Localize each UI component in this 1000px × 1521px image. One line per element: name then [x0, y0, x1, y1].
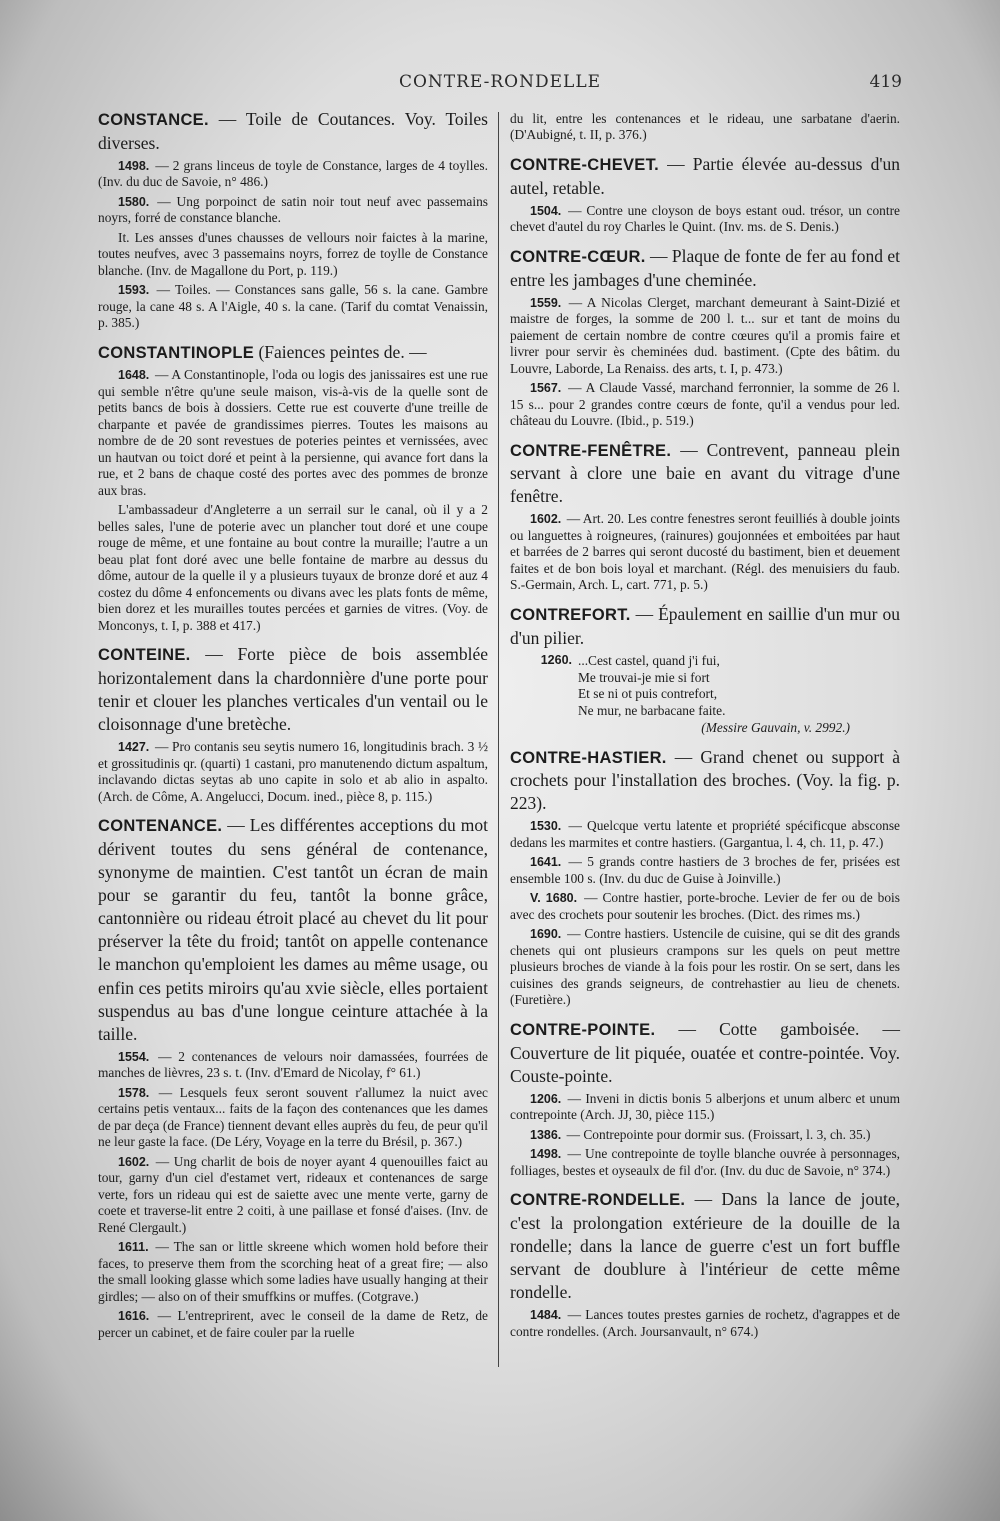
right-column	[510, 108, 900, 1349]
entry-heading	[98, 341, 488, 365]
citation-text: L'ambassadeur d'Angleterre a un serrail sur le canal, où il y a 2 belles sales, l'une de poterie avec un plancher tout doré et une coupe rouge de même, et une fontaine au bout contre la muraille; l'autre a un beau plat font doré avec une belle fontaine de marbre au dessus du dôme, autour de la quelle il y a plusieurs tuyaux de bronze doré et auz 4 costez du dôme 4 enfoncements ou divans avec les plats fonts de même, bien dorez et les murailles toutes percées et garnies de vitres. (Voy. de Monconys, t. I, p. 388 et 417.)	[98, 502, 488, 633]
citation-text: — Ung charlit de bois de noyer ayant 4 quenouilles faict au tour, garny d'un ciel d'estamet vert, rideaux et contenances de sarge verte, fors un rideau qui est de saiette avec une mente verte, garny de coete et traverse-lit entre 2 coiti, à une paillase et fonsé d'aises. (Inv. de René Clergault.)	[98, 1153, 488, 1235]
citation-text: — A Claude Vassé, marchand ferronnier, la somme de 26 l. 15 s... pour 2 grandes contre cœurs de fonte, qu'il a vendus pour led. château du Louvre. (Ibid., p. 519.)	[510, 380, 900, 429]
citation	[510, 295, 900, 377]
citation-year: 1616.	[118, 1309, 150, 1324]
citation-text: — Toiles. — Constances sans galle, 56 s. la cane. Gambre rouge, la cane 48 s. A l'Aigle, 40 s. la cane. (Tarif du comtat Venaissin, p. 385.)	[98, 282, 488, 331]
citation-year: 1498.	[118, 158, 150, 173]
headword: CONTEINE.	[98, 646, 191, 665]
citation-year: 1498.	[530, 1147, 562, 1162]
citation-year: 1648.	[118, 368, 150, 383]
dictionary-entry	[98, 814, 488, 1341]
citation	[510, 854, 900, 887]
citation-text: — Contrepointe pour dormir sus. (Froissart, l. 3, ch. 35.)	[563, 1126, 871, 1142]
citation-year: 1260.	[540, 652, 572, 667]
citation	[510, 203, 900, 236]
entry-heading	[510, 1188, 900, 1304]
running-header: CONTRE-RONDELLE	[398, 72, 602, 92]
citation	[510, 890, 900, 923]
citation-year: 1567.	[530, 381, 562, 396]
citation	[510, 511, 900, 593]
dictionary-entry	[98, 108, 488, 332]
citation	[98, 282, 488, 331]
citation	[510, 818, 900, 851]
headword: CONTENANCE.	[98, 817, 223, 836]
citation	[98, 1308, 488, 1341]
entry-heading	[98, 643, 488, 736]
headword: CONTRE-CŒUR.	[510, 247, 646, 266]
citation	[98, 739, 488, 805]
entry-heading	[98, 108, 488, 155]
definition: — Toile de Coutances. Voy. Toiles diverses.	[98, 109, 488, 153]
citation-text: — Contre hastier, porte-broche. Levier de fer ou de bois avec des crochets pour soutenir les broches. (Dict. des rimes ms.)	[510, 890, 900, 922]
citation-year: 1611.	[118, 1240, 149, 1255]
citation	[98, 158, 488, 191]
citation	[98, 1154, 488, 1236]
dictionary-entry	[510, 111, 900, 144]
verse-lines	[578, 653, 900, 737]
citation-text: du lit, entre les contenances et le rideau, une sarbatane d'aerin. (D'Aubigné, t. II, p. 376.)	[510, 111, 900, 143]
headword: CONTRE-CHEVET.	[510, 155, 660, 174]
headword: CONSTANTINOPLE	[98, 343, 255, 362]
citation-text: — A Constantinople, l'oda ou logis des janissaires est une rue qui semble n'être qu'une seule maison, vis-à-vis de la quelle sont de petits bancs de bois à dossiers. Cette rue est couverte d'une treille de charpante et pavée de grandissimes pierres. Toutes les maisons au nombre de de 20 sont revestues de poteries peintes et vernissées, avec un hautvan ou toict doré et peint à la persienne, qui avance fort dans la rue, et 2 bans de chaque costé des portes avec des pommes de bronze aux bras.	[98, 367, 488, 498]
citation-text: — 2 contenances de velours noir damassées, fourrées de manches de lièvres, 23 s. t. (Inv. d'Emard de Nicolay, f° 61.)	[98, 1048, 488, 1081]
citation-text: — Contre une cloyson de boys estant oud. trésor, un contre chevet d'autel du roy Charles le Quint. (Inv. ms. de S. Denis.)	[510, 202, 900, 235]
verse-line: Me trouvai-je mie si fort	[578, 669, 710, 685]
citation-text: — Une contrepointe de toylle blanche ouvrée à personnages, folliages, bestes et oyseaulx de fil d'or. (Inv. du duc de Savoie, n° 374.)	[510, 1146, 900, 1178]
column-divider	[498, 112, 499, 1367]
dictionary-entry	[510, 1188, 900, 1340]
headword: CONTRE-RONDELLE.	[510, 1191, 686, 1210]
citation	[98, 1085, 488, 1151]
citation-text: — The san or little skreene which women hold before their faces, to preserve them from the scorching heat of a great fire; — also the small looking glasse which some ladies have usually hanging at their girdles; — also on of their smuffkins or muffes. (Cotgrave.)	[98, 1239, 488, 1304]
definition: — Plaque de fonte de fer au fond et entre les jambages d'une cheminée.	[510, 245, 900, 290]
citation-text: — L'entreprirent, avec le conseil de la dame de Retz, de percer un cabinet, et de faire couler par la ruelle	[98, 1308, 488, 1340]
citation-year: 1530.	[530, 819, 562, 834]
citation-text: — Quelcque vertu latente et propriété spécificque absconse dedans les marmites et contre hastiers. (Gargantua, l. 4, ch. 11, p. 47.)	[510, 818, 900, 850]
citation	[98, 194, 488, 227]
citation-text: — Ung porpoinct de satin noir tout neuf avec passemains noyrs, forré de constance blanche.	[98, 193, 488, 226]
citation-text: — Pro contanis seu seytis numero 16, longitudinis brach. 3 ½ et grossitudinis qr. (quarti) 1 castani, pro manutenendo dictum aspaltum, inclavando dictas seytas ab uno capite in solo et ab alio in aspalto. (Arch. de Côme, A. Angelucci, Docum. ined., pièce 8, p. 115.)	[98, 739, 488, 804]
citation-year: 1206.	[530, 1091, 562, 1106]
verse-line: ...Cest castel, quand j'i fui,	[578, 652, 720, 668]
citation-text: — Inveni in dictis bonis 5 alberjons et unum alberc et unum contrepointe (Arch. JJ, 30, pièce 115.)	[510, 1090, 900, 1123]
entry-heading	[98, 814, 488, 1046]
headword: CONTRE-FENÊTRE.	[510, 441, 672, 460]
citation-text: — 5 grands contre hastiers de 3 broches de fer, prisées est ensemble 100 s. (Inv. du duc de Guise à Joinville.)	[510, 854, 900, 886]
entry-heading	[510, 439, 900, 509]
citation-text: — Lesquels feux seront souvent r'allumez la nuict avec certains petis ventaux... faits de la façon des contenances que les dames de par deça (de France) tiennent devant elles auprès du feu, de peur qu'il ne leur gaste la face. (De Léry, Voyage en la terre du Brésil, p. 367.)	[98, 1084, 488, 1150]
citation-year: 1427.	[118, 740, 150, 755]
headword: CONTRE-HASTIER.	[510, 748, 667, 767]
page-number: 419	[869, 72, 902, 92]
citation-text: — 2 grans linceus de toyle de Constance, larges de 4 toylles. (Inv. du duc de Savoie, n° 486.)	[98, 157, 488, 190]
citation-year: 1580.	[118, 194, 150, 209]
entry-heading	[510, 245, 900, 292]
citation-year: 1504.	[530, 203, 562, 218]
citation-year: 1386.	[530, 1127, 562, 1142]
definition: (Faiences peintes de. —	[254, 341, 427, 362]
citation	[510, 1127, 900, 1143]
left-column	[98, 108, 488, 1350]
dictionary-entry	[510, 603, 900, 737]
headword: CONSTANCE.	[98, 111, 209, 129]
dictionary-entry	[98, 643, 488, 805]
citation	[510, 926, 900, 1008]
citation-year: 1593.	[118, 283, 150, 298]
citation	[510, 380, 900, 429]
verse-citation	[510, 653, 900, 737]
headword: CONTREFORT.	[510, 605, 631, 624]
citation	[510, 1307, 900, 1340]
citation-year: V. 1680.	[530, 891, 578, 906]
citation-year: 1554.	[118, 1049, 150, 1064]
verse-line: Ne mur, ne barbacane faite.	[578, 703, 726, 719]
dictionary-entry	[510, 245, 900, 430]
entry-heading	[510, 746, 900, 816]
definition: — Contrevent, panneau plein servant à clore une baie en avant du vitrage d'une fenêtre.	[510, 439, 900, 507]
dictionary-entry	[510, 439, 900, 594]
citation-text: It. Les ansses d'unes chausses de vellours noir faictes à la marine, toutes neufves, avec 3 passemains noyrs, forrez de toylle de Constance blanche. (Inv. de Magallone du Port, p. 119.)	[98, 229, 488, 278]
verse-source: (Messire Gauvain, v. 2992.)	[701, 719, 850, 735]
dictionary-entry	[510, 153, 900, 236]
definition: — Épaulement en saillie d'un mur ou d'un pilier.	[510, 603, 900, 648]
citation	[98, 502, 488, 634]
definition: — Cotte gamboisée. — Couverture de lit piquée, ouatée et contre-pointée. Voy. Couste-pointe.	[510, 1018, 900, 1086]
definition: — Les différentes acceptions du mot dérivent toutes du sens général de contenance, synonyme de maintien. C'est tantôt un écran de main pour se garantir du feu, tantôt la bonne grâce, cantonnière ou rideau étroit placé au chevet du lit pour préserver la tête du froid; tantôt on appelle contenance le manchon qu'emploient les dames au même usage, ou enfin ces petits miroirs qu'au xvie siècle, elles portaient suspendus au bas d'une longue ceinture attachée à la taille.	[98, 815, 488, 1044]
dictionary-entry	[510, 746, 900, 1009]
citation-year: 1484.	[530, 1308, 562, 1323]
citation	[98, 367, 488, 499]
definition: — Dans la lance de joute, c'est la prolongation extérieure de la douille de la rondelle; dans la lance de guerre c'est un fort buffle servant de doublure à l'intérieur de cette même rondelle.	[510, 1189, 900, 1303]
headword: CONTRE-POINTE.	[510, 1020, 656, 1039]
dictionary-entry	[98, 341, 488, 635]
definition: — Grand chenet ou support à crochets pour l'installation des broches. (Voy. la fig. p. 223).	[510, 746, 900, 814]
citation-text: — Lances toutes prestes garnies de rochetz, d'agrappes et de contre rondelles. (Arch. Joursanvault, n° 674.)	[510, 1307, 900, 1339]
citation	[510, 1146, 900, 1179]
citation-year: 1602.	[530, 512, 562, 527]
citation	[510, 111, 900, 144]
entry-heading	[510, 1018, 900, 1088]
definition: — Forte pièce de bois assemblée horizontalement dans la chardonnière d'une porte pour tenir et clouer les planches verticales d'un ventail ou le cloisonnage d'une bretèche.	[98, 644, 488, 735]
citation-year: 1641.	[530, 855, 562, 870]
citation-text: — A Nicolas Clerget, marchant demeurant à Saint-Dizié et maistre de forges, la somme de 200 l. t... sur et tant de moins du paiement de certain nombre de contre cœures qu'il a promis faire et livrer pour servir ès cheminées dud. bastiment. (Cpte des bâtim. du Louvre, Laborde, La Renaiss. des arts, t. I, p. 473.)	[510, 294, 900, 376]
definition: — Partie élevée au-dessus d'un autel, retable.	[510, 153, 900, 198]
entry-heading	[510, 153, 900, 200]
citation-text: — Art. 20. Les contre fenestres seront feuilliés à double joints ou languettes à roigneures, (rainures) goujonnées et emboitées par haut et barrées de 2 barres qui seront ducosté du bastiment, bien et deuement faites et de bon bois loyal et marchant. (Régl. des menuisiers du faub. S.-Germain, Arch. L, cart. 771, p. 5.)	[510, 511, 900, 593]
citation-year: 1578.	[118, 1085, 150, 1100]
citation	[98, 230, 488, 279]
citation	[98, 1239, 488, 1305]
citation-text: — Contre hastiers. Ustencile de cuisine, qui se dit des grands chenets qui ont plusieurs crampons sur les quels on peut mettre plusieurs broches de viande à la fois pour les rostir. On se sert, dans les cuisines des grands seigneurs, de contrehastier au lieu de chenets. (Furetière.)	[510, 926, 900, 1008]
citation-year: 1690.	[530, 927, 562, 942]
entry-heading	[510, 603, 900, 650]
verse-line: Et se ni ot puis contrefort,	[578, 686, 718, 702]
citation-year: 1559.	[530, 295, 562, 310]
citation	[98, 1049, 488, 1082]
citation	[510, 1091, 900, 1124]
dictionary-entry	[510, 1018, 900, 1179]
citation-year: 1602.	[118, 1154, 150, 1169]
